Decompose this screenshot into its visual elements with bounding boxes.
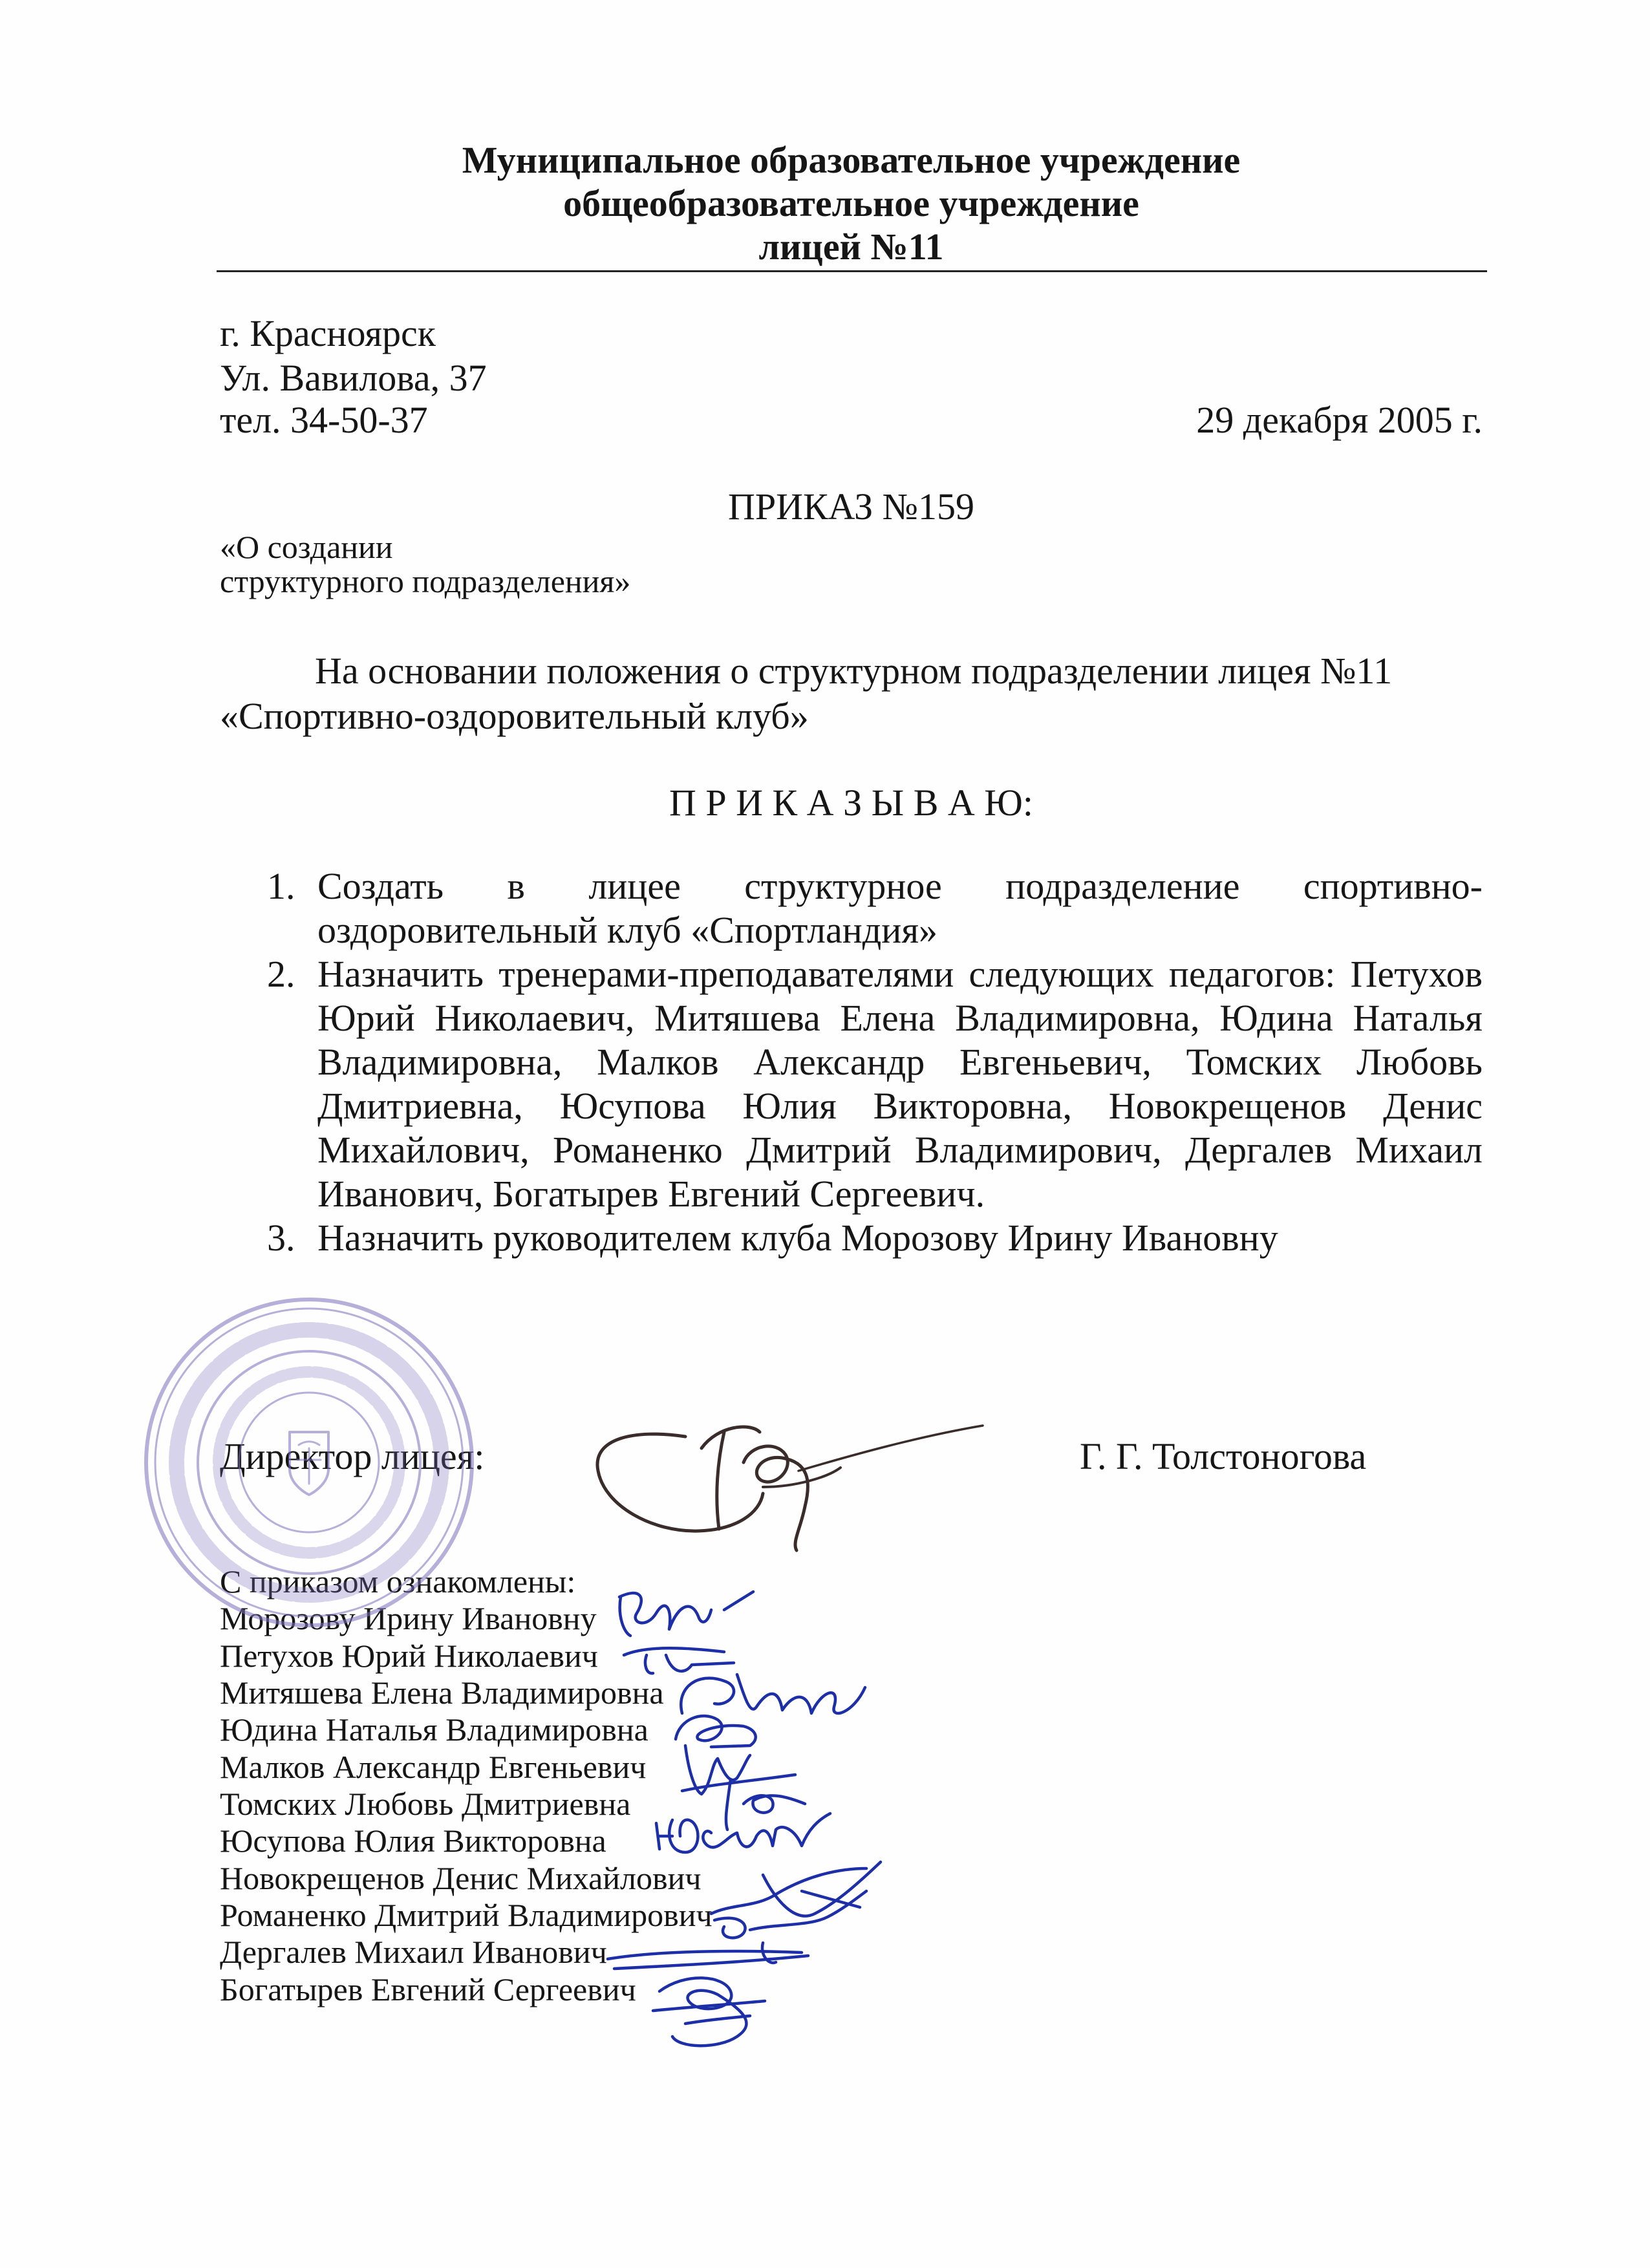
- signature-stroke: [676, 1716, 756, 1747]
- list-item-line: Владимировна, Малков Александр Евгеньевич, Томских Любовь: [317, 1041, 1483, 1083]
- signature-stroke: [656, 1813, 830, 1852]
- acknowledgement-name: Богатырев Евгений Сергеевич: [220, 1971, 636, 2007]
- signature-stroke: [711, 1862, 881, 1916]
- acknowledgement-name: Юсупова Юлия Викторовна: [220, 1823, 606, 1859]
- list-item-line: Михайлович, Романенко Дмитрий Владимирович, Дергалев Михаил: [317, 1129, 1483, 1171]
- address-city: г. Красноярск: [220, 312, 436, 354]
- header-divider: [217, 270, 1487, 272]
- order-subject-line-2: структурного подразделения»: [220, 563, 631, 599]
- signature-stroke: [597, 1434, 763, 1531]
- signature-stroke: [608, 1943, 808, 1969]
- signature-stroke: [714, 1891, 866, 1938]
- acknowledgement-signatures: [608, 1592, 881, 2046]
- list-item-line: Создать в лицее структурное подразделение спортивно-: [317, 865, 1483, 907]
- signature-stroke: [624, 1648, 734, 1673]
- signature-stroke: [702, 1427, 760, 1448]
- director-name: Г. Г. Толстоногова: [1080, 1435, 1367, 1477]
- list-item-line: Юрий Николаевич, Митяшева Елена Владимировна, Юдина Наталья: [317, 997, 1483, 1039]
- acknowledgement-name: Новокрещенов Денис Михайлович: [220, 1860, 702, 1896]
- order-subject-line-1: «О создании: [220, 529, 393, 565]
- signature-stroke: [798, 1426, 983, 1471]
- list-item-line: оздоровительный клуб «Спортландия»: [317, 909, 938, 951]
- acknowledgement-name: Дергалев Михаил Иванович: [220, 1934, 607, 1970]
- institution-name-line-3: лицей №11: [758, 226, 944, 268]
- director-signature: [597, 1426, 983, 1550]
- signature-stroke: [717, 1432, 724, 1529]
- institution-name-line-1: Муниципальное образовательное учреждение: [462, 139, 1241, 181]
- list-item-line: Назначить тренерами-преподавателями следующих педагогов: Петухов: [317, 953, 1483, 995]
- order-title: ПРИКАЗ №159: [727, 486, 975, 528]
- signature-stroke: [685, 1746, 750, 1794]
- list-item-number: 2.: [267, 953, 295, 995]
- list-item-line: Иванович, Богатырев Евгений Сергеевич.: [317, 1173, 985, 1215]
- signature-stroke: [653, 1978, 765, 2046]
- signature-stroke: [681, 1674, 865, 1713]
- institution-name-line-2: общеобразовательное учреждение: [563, 182, 1139, 224]
- basis-line-2: «Спортивно-оздоровительный клуб»: [220, 695, 809, 737]
- signature-stroke: [763, 1468, 841, 1487]
- signature-stroke: [744, 1446, 808, 1550]
- acknowledgement-name: Юдина Наталья Владимировна: [220, 1711, 648, 1748]
- signature-stroke: [682, 1775, 805, 1830]
- list-item-number: 1.: [267, 865, 295, 907]
- signature-stroke: [619, 1592, 753, 1636]
- list-item-line: Назначить руководителем клуба Морозову Ирину Ивановну: [317, 1217, 1278, 1259]
- acknowledgement-name: Митяшева Елена Владимировна: [220, 1674, 664, 1711]
- director-position: Директор лицея:: [220, 1435, 485, 1477]
- order-date: 29 декабря 2005 г.: [1196, 399, 1483, 441]
- list-item-line: Дмитриевна, Юсупова Юлия Викторовна, Новокрещенов Денис: [317, 1085, 1483, 1127]
- address-phone: тел. 34-50-37: [220, 399, 428, 441]
- acknowledgement-name: Томских Любовь Дмитриевна: [220, 1786, 631, 1822]
- basis-line-1: На основании положения о структурном подразделении лицея №11: [315, 650, 1393, 692]
- acknowledgement-heading: С приказом ознакомлены:: [220, 1563, 576, 1599]
- list-item-number: 3.: [267, 1217, 295, 1259]
- address-street: Ул. Вавилова, 37: [220, 357, 487, 399]
- command-heading: П Р И К А З Ы В А Ю:: [669, 782, 1034, 824]
- acknowledgement-name: Малков Александр Евгеньевич: [220, 1749, 647, 1785]
- acknowledgement-name: Романенко Дмитрий Владимирович: [220, 1897, 712, 1933]
- acknowledgement-name: Петухов Юрий Николаевич: [220, 1638, 598, 1674]
- acknowledgement-name: Морозову Ирину Ивановну: [220, 1600, 597, 1636]
